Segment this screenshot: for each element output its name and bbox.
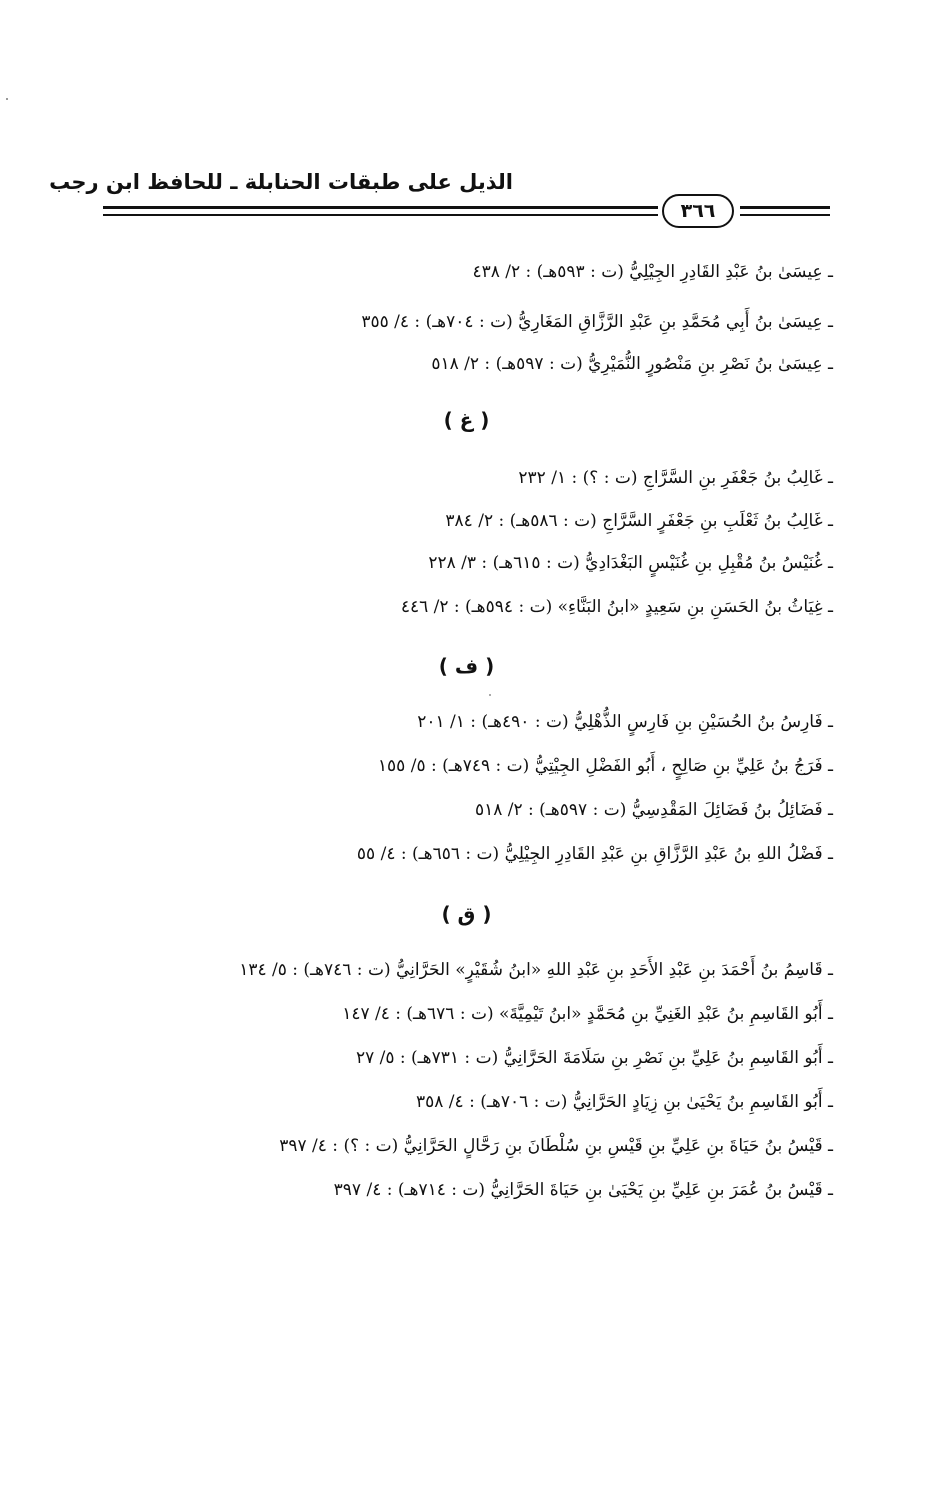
index-entry: ـ عِيسَىٰ بنُ عَبْدِ القَادِرِ الجِيْلِيُّ (ت : ٥٩٣هـ) : ٢/ ٤٣٨ (472, 262, 833, 282)
index-entry: ـ فَرَجُ بنُ عَلِيِّ بنِ صَالِحٍ ، أَبُو الفَضْلِ الجِيْتِيُّ (ت : ٧٤٩هـ) : ٥/ ١٥٥ (377, 756, 833, 776)
section-letter-qaf: ( ق ) (441, 902, 492, 926)
index-entry: ـ غِيَاثُ بنُ الحَسَنِ بنِ سَعِيدٍ «ابنُ البَنَّاءِ» (ت : ٥٩٤هـ) : ٢/ ٤٤٦ (400, 597, 833, 617)
index-entry: ـ عِيسَىٰ بنُ أَبِي مُحَمَّدِ بنِ عَبْدِ الرَّزَّاقِ المَغَارِيُّ (ت : ٧٠٤هـ) : ٤/ ٣٥٥ (361, 312, 833, 332)
index-entry: ـ فَضَائِلُ بنُ فَضَائِلَ المَقْدِسِيُّ (ت : ٥٩٧هـ) : ٢/ ٥١٨ (474, 800, 833, 820)
index-entry: ـ عِيسَىٰ بنُ نَصْرِ بنِ مَنْصُورٍ النُّمَيْرِيُّ (ت : ٥٩٧هـ) : ٢/ ٥١٨ (431, 354, 833, 374)
header-double-rule-right (740, 206, 830, 218)
index-entry: ـ قَاسِمُ بنُ أَحْمَدَ بنِ عَبْدِ الأَحَدِ بنِ عَبْدِ اللهِ «ابنُ شُقَيْرٍ» الحَرَّانِيُّ (ت : ٧٤٦هـ) : ٥/ ١٣٤ (239, 960, 833, 980)
index-entry: ـ أَبُو القَاسِمِ بنُ عَلِيِّ بنِ نَصْرِ بنِ سَلَامَةَ الحَرَّانِيُّ (ت : ٧٣١هـ) : ٥/ ٢٧ (355, 1048, 833, 1068)
index-entry: ـ غُنَيْسُ بنُ مُقْبِلِ بنِ غُنَيْسٍ البَغْدَادِيُّ (ت : ٦١٥هـ) : ٣/ ٢٢٨ (428, 553, 833, 573)
index-entry: ـ غَالِبُ بنُ جَعْفَرِ بنِ السَّرَّاجِ (ت : ؟) : ١/ ٢٣٢ (518, 468, 833, 488)
running-header-title: الذيل على طبقات الحنابلة ـ للحافظ ابن رجب (49, 170, 513, 194)
margin-speck (6, 98, 8, 100)
index-entry: ـ فَضْلُ اللهِ بنُ عَبْدِ الرَّزَّاقِ بنِ عَبْدِ القَادِرِ الجِيْلِيُّ (ت : ٦٥٦هـ) : ٤/ ٥٥ (356, 844, 833, 864)
index-entry: ـ قَيْسُ بنُ حَيَاةَ بنِ عَلِيِّ بنِ قَيْسِ بنِ سُلْطَانَ بنِ رَحَّالٍ الحَرَّانِيُّ (ت : ؟) : ٤/ ٣٩٧ (279, 1136, 833, 1156)
sheet-speck (489, 694, 491, 696)
header-double-rule-left (103, 206, 658, 218)
section-letter-ghain: ( غ ) (443, 408, 490, 432)
index-entry: ـ غَالِبُ بنُ ثَعْلَبِ بنِ جَعْفَرٍ السَّرَّاجِ (ت : ٥٨٦هـ) : ٢/ ٣٨٤ (445, 511, 833, 531)
index-entry: ـ أَبُو القَاسِمِ بنُ عَبْدِ الغَنِيِّ بنِ مُحَمَّدٍ «ابنُ تَيْمِيَّةَ» (ت : ٦٧٦هـ) : ٤/ ١٤٧ (342, 1004, 833, 1024)
section-letter-fa: ( ف ) (438, 654, 495, 678)
page-number-badge: ٣٦٦ (662, 194, 734, 228)
index-entry: ـ فَارِسُ بنُ الحُسَيْنِ بنِ فَارِسٍ الذُّهْلِيُّ (ت : ٤٩٠هـ) : ١/ ٢٠١ (417, 712, 833, 732)
index-entry: ـ قَيْسُ بنُ عُمَرَ بنِ عَلِيِّ بنِ يَحْيَىٰ بنِ حَيَاةَ الحَرَّانِيُّ (ت : ٧١٤هـ) : ٤/ ٣٩٧ (333, 1180, 833, 1200)
index-entry: ـ أَبُو القَاسِمِ بنُ يَحْيَىٰ بنِ زِيَادٍ الحَرَّانِيُّ (ت : ٧٠٦هـ) : ٤/ ٣٥٨ (416, 1092, 833, 1112)
